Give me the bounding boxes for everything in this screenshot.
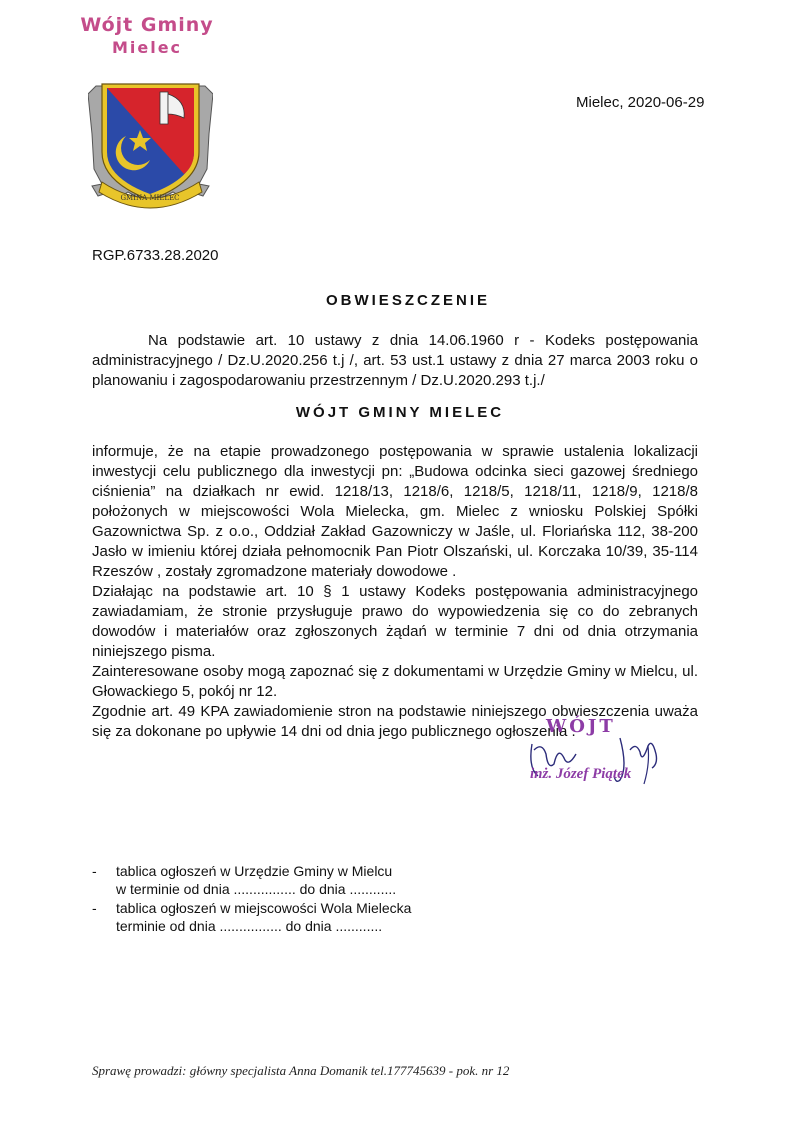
list-item bbox=[92, 899, 411, 935]
coat-of-arms-icon bbox=[88, 74, 213, 214]
document-date: Mielec, 2020-06-29 bbox=[576, 94, 705, 111]
coat-of-arms-text: GMINA MIELEC bbox=[120, 194, 180, 202]
document-title: OBWIESZCZENIE bbox=[325, 292, 490, 309]
distribution-line: tablica ogłoszeń w Urzędzie Gminy w Mielcu bbox=[116, 863, 393, 879]
signature-stamp-title: WÓJT bbox=[546, 716, 616, 737]
body-paragraph-2: Działając na podstawie art. 10 § 1 ustawy Kodeks postępowania administracyjnego zawiadamiam, że stronie przysługuje prawo do wypowiedzenia się co do zebranych dowodów i materiałów oraz zgłoszonych żądań w terminie 7 dni od dnia otrzymania niniejszego pisma. bbox=[92, 583, 698, 660]
signature-stamp bbox=[524, 716, 684, 802]
coat-of-arms-svg bbox=[88, 74, 213, 214]
body-paragraph-4: Zgodnie art. 49 KPA zawiadomienie stron na podstawie niniejszego obwieszczenia uważa się za dokonane po upływie 14 dni od dnia jego publicznego ogłoszenia . bbox=[92, 703, 698, 740]
body-paragraph-3: Zainteresowane osoby mogą zapoznać się z dokumentami w Urzędzie Gminy w Mielcu, ul. Głowackiego 5, pokój nr 12. bbox=[92, 663, 698, 700]
header-stamp bbox=[72, 14, 222, 57]
reference-number: RGP.6733.28.2020 bbox=[92, 247, 219, 264]
intro-paragraph: Na podstawie art. 10 ustawy z dnia 14.06.1960 r - Kodeks postępowania administracyjnego / Dz.U.2020.256 t.j /, art. 53 ust.1 ustawy z dnia 27 marca 2003 roku o planowaniu i zagospodarowaniu przestrzennym / Dz.U.2020.293 t.j./ bbox=[92, 332, 698, 389]
list-item bbox=[92, 862, 411, 898]
header-stamp-line2: Mielec bbox=[111, 38, 183, 57]
distribution-list bbox=[92, 862, 411, 936]
footer-contact: Sprawę prowadzi: główny specjalista Anna Domanik tel.177745639 - pok. nr 12 bbox=[92, 1063, 510, 1078]
signatory-name: inż. Józef Piątek bbox=[530, 766, 632, 782]
list-bullet: - bbox=[92, 863, 97, 879]
body-paragraph-1: informuje, że na etapie prowadzonego postępowania w sprawie ustalenia lokalizacji inwestycji celu publicznego dla inwestycji pn: „Budowa odcinka sieci gazowej średniego ciśnienia” na działkach nr ewid. 1218/13, 1218/6, 1218/5, 1218/11, 1218/9, 1218/8 położonych w miejscowości Wola Mielecka, gm. Mielec z wniosku Polskiej Spółki Gazownictwa Sp. z o.o., Oddział Zakład Gazowniczy w Jaśle, ul. Floriańska 112, 38-200 Jasło w imieniu której działa pełnomocnik Pan Piotr Olszański, ul. Korczaka 10/39, 35-114 Rzeszów , zostały zgromadzone materiały dowodowe . bbox=[92, 443, 698, 580]
handwritten-signature-icon bbox=[524, 724, 684, 794]
header-stamp-line1: Wójt Gminy bbox=[80, 14, 214, 36]
body-text bbox=[92, 442, 698, 742]
list-bullet: - bbox=[92, 900, 97, 916]
distribution-term: terminie od dnia ................ do dnia ............ bbox=[116, 918, 383, 934]
distribution-line: tablica ogłoszeń w miejscowości Wola Mielecka bbox=[116, 900, 412, 916]
issuer-heading: WÓJT GMINY MIELEC bbox=[295, 404, 505, 421]
distribution-term: w terminie od dnia ................ do dnia ............ bbox=[116, 881, 397, 897]
